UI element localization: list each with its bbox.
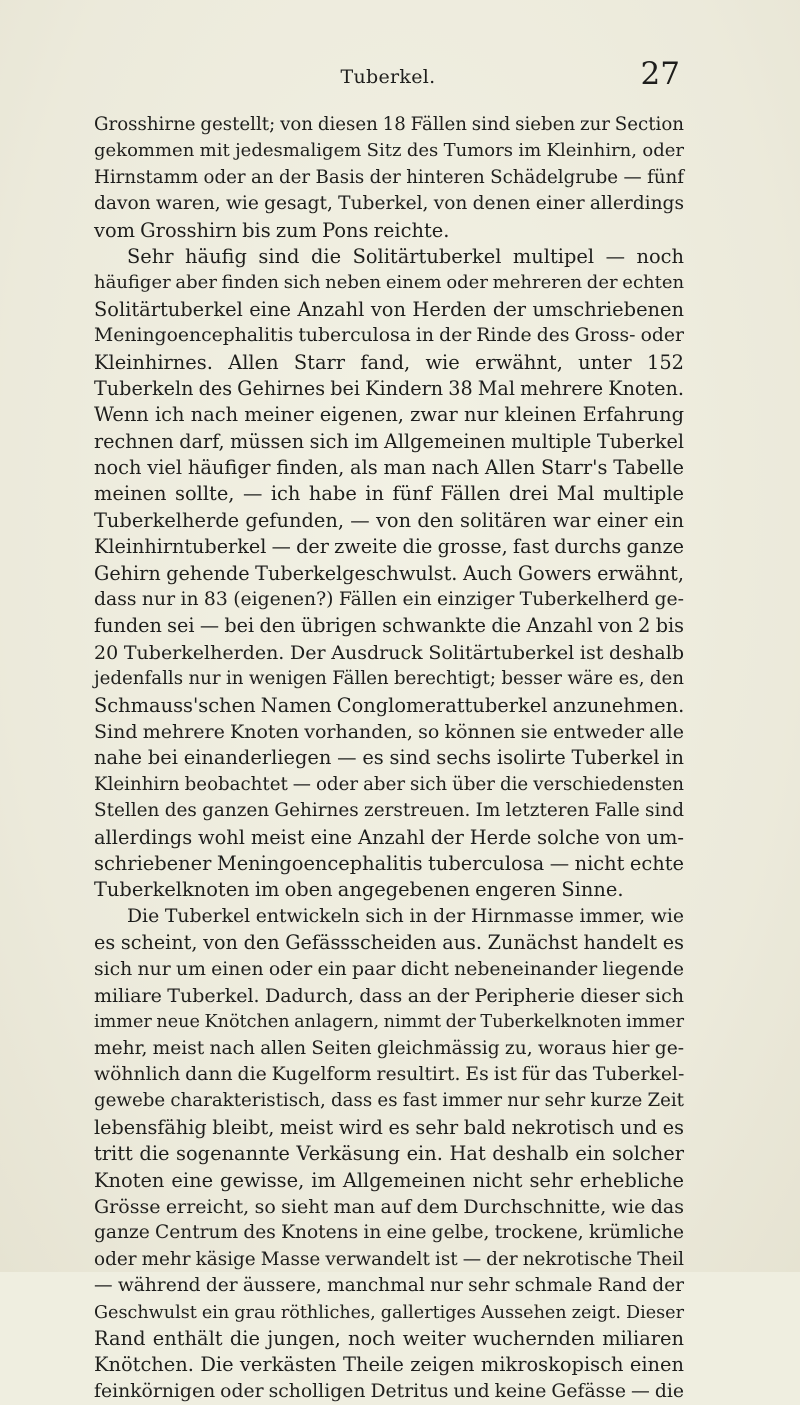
text-line: Knoten eine gewisse, im Allgemeinen nicht sehr erhebliche <box>94 1168 684 1192</box>
text-line: immer neue Knötchen anlagern, nimmt der Tuberkelknoten immer <box>94 1012 685 1033</box>
text-line: noch viel häufiger finden, als man nach Allen Starr's Tabelle <box>94 456 684 480</box>
text-line: Kleinhirntuberkel — der zweite die grosse, fast durchs ganze <box>94 535 684 559</box>
text-line: Kleinhirnes. Allen Starr fand, wie erwähnt, unter 152 <box>94 350 684 374</box>
text-line: mehr, meist nach allen Seiten gleichmässig zu, woraus hier ge- <box>94 1037 684 1059</box>
text-line: Rand enthält die jungen, noch weiter wuchernden miliaren <box>94 1326 684 1350</box>
text-line: wöhnlich dann die Kugelform resultirt. Es ist für das Tuberkel- <box>94 1064 685 1086</box>
text-line: Sind mehrere Knoten vorhanden, so können sie entweder alle <box>94 720 684 743</box>
text-line: gekommen mit jedesmaligem Sitz des Tumors im Kleinhirn, oder <box>94 140 684 162</box>
running-title: Tuberkel. <box>340 66 436 88</box>
text-line: — während der äussere, manchmal nur sehr schmale Rand der <box>94 1275 684 1297</box>
text-line: Knötchen. Die verkästen Theile zeigen mikroskopisch einen <box>94 1353 684 1377</box>
text-line: Stellen des ganzen Gehirnes zerstreuen. Im letzteren Falle sind <box>94 800 684 822</box>
text-line: Meningoencephalitis tuberculosa in der Rinde des Gross- oder <box>94 325 684 347</box>
page-number: 27 <box>640 56 680 92</box>
text-line: Schmauss'schen Namen Conglomerattuberkel anzunehmen. <box>94 693 685 717</box>
text-line: allerdings wohl meist eine Anzahl der Herde solche von um- <box>94 825 684 849</box>
text-line: davon waren, wie gesagt, Tuberkel, von denen einer allerdings <box>94 193 684 215</box>
body-text <box>94 112 684 1405</box>
page-header <box>96 56 680 96</box>
text-line: ganze Centrum des Knotens in eine gelbe, trockene, krümliche <box>94 1222 684 1244</box>
text-line: Tuberkeln des Gehirnes bei Kindern 38 Mal mehrere Knoten. <box>94 376 684 400</box>
text-line: Gehirn gehende Tuberkelgeschwulst. Auch Gowers erwähnt, <box>94 561 684 585</box>
text-line: Grosshirne gestellt; von diesen 18 Fällen sind sieben zur Section <box>94 114 684 135</box>
text-line: Die Tuberkel entwickeln sich in der Hirnmasse immer, wie <box>127 905 684 927</box>
text-line: oder mehr käsige Masse verwandelt ist — der nekrotische Theil <box>94 1248 684 1270</box>
text-line: rechnen darf, müssen sich im Allgemeinen multiple Tuberkel <box>94 429 684 453</box>
text-line: meinen sollte, — ich habe in fünf Fällen drei Mal multiple <box>94 482 684 506</box>
text-line: dass nur in 83 (eigenen?) Fällen ein einziger Tuberkelherd ge- <box>94 589 684 611</box>
text-line: Geschwulst ein grau röthliches, gallertiges Aussehen zeigt. Dieser <box>94 1302 684 1323</box>
text-line: Wenn ich nach meiner eigenen, zwar nur kleinen Erfahrung <box>94 403 684 427</box>
text-line: Sehr häufig sind die Solitärtuberkel multipel — noch <box>127 244 684 268</box>
text-line: häufiger aber finden sich neben einem oder mehreren der echten <box>94 272 685 294</box>
text-line: Grösse erreicht, so sieht man auf dem Durchschnitte, wie das <box>94 1196 684 1219</box>
text-line: Tuberkelknoten im oben angegebenen engeren Sinne. <box>94 878 624 902</box>
text-line: Solitärtuberkel eine Anzahl von Herden der umschriebenen <box>94 297 684 321</box>
text-line: Hirnstamm oder an der Basis der hinteren Schädelgrube — fünf <box>94 166 684 188</box>
text-line: nahe bei einanderliegen — es sind sechs isolirte Tuberkel in <box>94 746 684 770</box>
text-line: vom Grosshirn bis zum Pons reichte. <box>94 218 450 242</box>
text-line: feinkörnigen oder scholligen Detritus und keine Gefässe — die <box>94 1380 684 1402</box>
text-line: tritt die sogenannte Verkäsung ein. Hat deshalb ein solcher <box>94 1142 684 1166</box>
text-line: sich nur um einen oder ein paar dicht nebeneinander liegende <box>94 958 684 980</box>
text-line: schriebener Meningoencephalitis tuberculosa — nicht echte <box>94 851 684 875</box>
text-line: lebensfähig bleibt, meist wird es sehr bald nekrotisch und es <box>94 1115 684 1139</box>
text-line: Tuberkelherde gefunden, — von den solitären war einer ein <box>94 508 684 532</box>
text-line: 20 Tuberkelherden. Der Ausdruck Solitärtuberkel ist deshalb <box>94 641 684 664</box>
text-line: es scheint, von den Gefässscheiden aus. Zunächst handelt es <box>94 931 684 955</box>
text-line: jedenfalls nur in wenigen Fällen berechtigt; besser wäre es, den <box>94 668 684 690</box>
text-line: gewebe charakteristisch, dass es fast immer nur sehr kurze Zeit <box>94 1090 684 1112</box>
text-line: miliare Tuberkel. Dadurch, dass an der Peripherie dieser sich <box>94 984 684 1007</box>
text-line: Kleinhirn beobachtet — oder aber sich über die verschiedensten <box>94 773 684 795</box>
text-line: funden sei — bei den übrigen schwankte die Anzahl von 2 bis <box>94 614 684 638</box>
